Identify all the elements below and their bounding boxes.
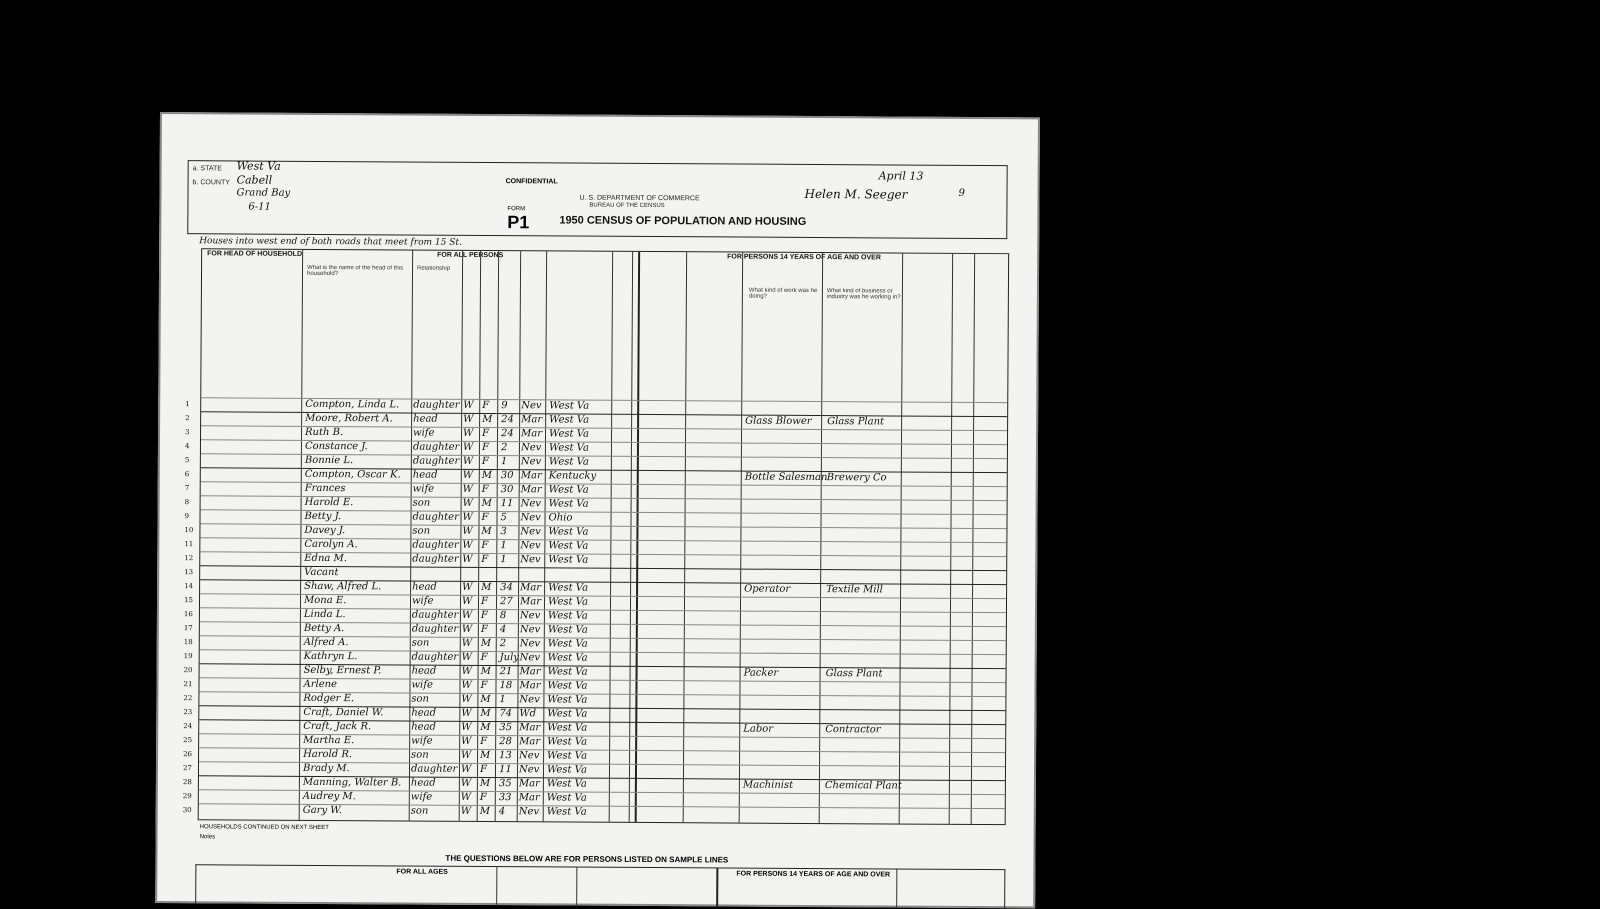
age: 34 (500, 582, 513, 594)
race: W (461, 637, 473, 649)
age: 30 (500, 470, 514, 482)
relationship: head (411, 721, 437, 733)
sex: M (480, 707, 491, 720)
age: 4 (499, 624, 507, 636)
row-number: 5 (184, 456, 190, 465)
person-name: Moore, Robert A. (305, 412, 393, 425)
birthplace: West Va (547, 596, 589, 608)
row-number: 4 (184, 442, 190, 451)
relationship: daughter (412, 553, 459, 565)
person-name: Craft, Jack R. (303, 720, 372, 733)
section-all-persons: FOR ALL PERSONS (437, 251, 504, 260)
sample-lines-title: THE QUESTIONS BELOW ARE FOR PERSONS LISTED ON SAMPLE LINES (445, 853, 729, 865)
race: W (462, 553, 473, 565)
person-name: Harold R. (303, 748, 353, 761)
age: 2 (499, 638, 507, 650)
sex: M (482, 413, 493, 426)
marital-status: Nev (519, 624, 541, 636)
race: W (462, 581, 473, 593)
occupation: Packer (743, 667, 779, 679)
birthplace: West Va (549, 428, 590, 440)
marital-status: Nev (519, 694, 540, 706)
race: W (461, 707, 472, 719)
industry: Chemical Plant (824, 780, 902, 792)
occupation: Glass Blower (745, 415, 812, 427)
marital-status: Nev (520, 526, 541, 538)
person-name: Audrey M. (302, 790, 356, 803)
birthplace: West Va (548, 456, 589, 468)
age: July (499, 652, 520, 664)
relationship: wife (413, 427, 435, 439)
marital-status: Nev (519, 610, 541, 622)
relationship: daughter (410, 763, 458, 775)
age: 1 (500, 554, 507, 566)
sex: F (482, 399, 490, 412)
person-name: Gary W. (302, 804, 343, 817)
row-number: 18 (183, 638, 193, 647)
row-number: 24 (183, 722, 193, 731)
birthplace: West Va (547, 666, 588, 678)
relationship: head (411, 665, 437, 677)
race: W (462, 483, 474, 495)
row-number: 13 (184, 568, 194, 577)
race: W (461, 749, 472, 761)
person-name: Constance J. (304, 440, 368, 453)
birthplace: West Va (547, 722, 588, 734)
race: W (461, 721, 472, 733)
occupation: Labor (743, 723, 774, 735)
relationship: daughter (412, 441, 460, 453)
age: 24 (501, 414, 514, 426)
sex: M (480, 721, 491, 734)
row-number: 28 (182, 778, 192, 787)
race: W (461, 623, 473, 635)
person-name: Betty J. (304, 510, 342, 523)
census-rows (182, 397, 1008, 822)
birthplace: Ohio (548, 512, 573, 524)
birthplace: West Va (549, 400, 590, 412)
row-number: 3 (185, 428, 190, 437)
sex: F (480, 735, 488, 748)
date-value: April 13 (878, 169, 924, 183)
row-number: 25 (183, 736, 193, 745)
marital-status: Mar (520, 470, 542, 482)
row-number: 17 (183, 624, 193, 633)
marital-status: Wd (519, 708, 537, 720)
person-name: Alfred A. (303, 636, 349, 649)
sex: M (479, 777, 491, 790)
sex: M (480, 749, 491, 762)
age: 8 (499, 610, 507, 622)
row-number: 26 (183, 750, 193, 759)
form-code: P1 (507, 212, 530, 233)
name-column-header: What is the name of the head of this household? (306, 264, 404, 278)
relationship: daughter (413, 399, 460, 411)
person-name: Compton, Oscar K. (304, 468, 401, 481)
marital-status: Nev (520, 540, 541, 552)
enumerator-value: Helen M. Seeger (804, 186, 908, 202)
person-name: Ruth B. (305, 426, 344, 439)
relationship: head (412, 469, 438, 481)
person-name: Harold E. (304, 496, 354, 509)
age: 13 (499, 750, 512, 762)
birthplace: West Va (548, 526, 589, 538)
row-number: 30 (182, 806, 192, 815)
person-name: Selby, Ernest P. (303, 664, 382, 677)
row-number: 22 (183, 694, 193, 703)
age: 33 (498, 792, 512, 804)
race: W (460, 763, 472, 775)
age: 4 (498, 806, 506, 818)
sex: M (480, 637, 492, 650)
sheet-number-value: 9 (958, 187, 965, 199)
relationship: wife (411, 735, 433, 747)
age: 1 (500, 456, 508, 468)
marital-status: Mar (519, 596, 542, 608)
person-name: Linda L. (303, 608, 346, 621)
county-value: Cabell (236, 173, 273, 187)
age: 11 (498, 764, 512, 776)
industry: Textile Mill (826, 584, 883, 596)
form-label: FORM (507, 206, 526, 213)
relationship: wife (411, 595, 434, 607)
person-name: Vacant (304, 566, 339, 579)
sex: F (481, 553, 489, 566)
relationship: son (412, 497, 431, 509)
marital-status: Nev (519, 638, 541, 650)
marital-status: Nev (518, 806, 540, 818)
sex: M (479, 805, 491, 818)
sex: F (481, 483, 489, 496)
relationship: wife (411, 679, 433, 691)
person-name: Craft, Daniel W. (303, 706, 384, 719)
person-name: Shaw, Alfred L. (304, 580, 382, 593)
race: W (460, 777, 472, 789)
birthplace: Kentucky (548, 470, 597, 482)
sex: F (481, 455, 489, 468)
person-name: Mona E. (303, 594, 347, 607)
race: W (461, 595, 473, 607)
row-number: 23 (183, 708, 193, 717)
birthplace: West Va (548, 540, 589, 552)
relationship: daughter (411, 609, 459, 621)
age: 35 (498, 778, 512, 790)
birthplace: West Va (547, 624, 588, 636)
bottom-over-14: FOR PERSONS 14 YEARS OF AGE AND OVER (736, 870, 891, 879)
state-value: West Va (236, 159, 281, 173)
relationship: son (412, 525, 431, 537)
relationship: daughter (411, 651, 459, 663)
marital-status: Nev (519, 750, 540, 762)
section-head-of-household: FOR HEAD OF HOUSEHOLD (207, 250, 303, 258)
person-name: Compton, Linda L. (305, 398, 400, 411)
birthplace: West Va (546, 778, 587, 790)
marital-status: Mar (519, 666, 541, 678)
race: W (460, 805, 472, 817)
age: 3 (500, 526, 507, 538)
relationship: son (410, 805, 429, 817)
birthplace: West Va (548, 582, 589, 594)
header-note: Houses into west end of both roads that meet from 15 St. (199, 236, 462, 248)
marital-status: Mar (521, 428, 543, 440)
birthplace: West Va (549, 414, 590, 426)
occupation: Bottle Salesman (744, 471, 828, 484)
age: 35 (499, 722, 513, 734)
row-number: 12 (184, 554, 194, 563)
person-name: Betty A. (303, 622, 345, 635)
race: W (461, 735, 472, 747)
marital-status: Mar (518, 778, 540, 790)
race: W (462, 511, 473, 523)
person-name: Kathryn L. (303, 650, 358, 663)
relationship: daughter (412, 455, 460, 467)
age: 5 (500, 512, 507, 524)
bottom-all-ages: FOR ALL AGES (396, 868, 448, 876)
relationship: head (413, 413, 438, 425)
sex: M (481, 469, 493, 482)
person-name: Davey J. (304, 524, 346, 537)
race: W (462, 441, 474, 453)
marital-status: Nev (520, 498, 541, 510)
sex: F (480, 609, 488, 622)
relationship: head (411, 707, 437, 719)
row-number: 19 (183, 652, 193, 661)
birthplace: West Va (547, 750, 588, 762)
occupation-column-header: What kind of work was he doing? (748, 287, 818, 300)
sex: M (481, 581, 492, 594)
race: W (462, 469, 474, 481)
person-name: Martha E. (303, 734, 355, 747)
sex: M (481, 525, 492, 538)
race: W (461, 693, 472, 705)
marital-status: Mar (519, 680, 541, 692)
bureau-label: BUREAU OF THE CENSUS (589, 202, 665, 210)
marital-status: Nev (520, 512, 541, 524)
row-number: 27 (182, 764, 192, 773)
row-number: 15 (183, 596, 193, 605)
sex: F (480, 651, 488, 664)
race: W (461, 609, 473, 621)
marital-status: Nev (521, 400, 542, 412)
census-grid (182, 248, 1009, 825)
person-name: Rodger E. (303, 692, 355, 705)
row-number: 1 (185, 400, 190, 409)
sex: M (481, 497, 492, 510)
occupation: Operator (744, 583, 791, 595)
footer-note: HOUSEHOLDS CONTINUED ON NEXT SHEET (199, 824, 329, 832)
sex: F (480, 623, 488, 636)
age: 18 (499, 680, 513, 692)
person-name: Frances (304, 482, 346, 495)
marital-status: Nev (520, 554, 541, 566)
relationship: daughter (412, 539, 459, 551)
sex: F (481, 441, 489, 454)
marital-status: Mar (521, 414, 543, 426)
race: W (463, 427, 474, 439)
race: W (461, 665, 472, 677)
marital-status: Nev (520, 442, 542, 454)
age: 1 (499, 694, 506, 706)
relationship: head (412, 581, 437, 593)
birthplace: West Va (548, 498, 589, 510)
birthplace: West Va (548, 484, 589, 496)
age: 27 (499, 596, 513, 608)
sex: F (479, 791, 487, 804)
birthplace: West Va (547, 736, 588, 748)
birthplace: West Va (546, 764, 588, 776)
relationship: daughter (412, 511, 459, 523)
row-number: 8 (184, 498, 190, 507)
person-name: Manning, Walter B. (302, 776, 402, 789)
race: W (462, 497, 473, 509)
marital-status: Nev (520, 456, 542, 468)
row-number: 2 (185, 414, 190, 423)
birthplace: West Va (547, 638, 588, 650)
race: W (461, 651, 472, 663)
row-number: 9 (184, 512, 190, 521)
sex: F (480, 679, 488, 692)
state-field: a. STATE (192, 165, 222, 173)
relationship: head (410, 777, 436, 789)
row-number: 29 (182, 792, 192, 801)
race: W (463, 413, 474, 425)
sex: F (481, 539, 489, 552)
sex: F (479, 763, 487, 776)
race: W (462, 539, 473, 551)
row-number: 16 (183, 610, 193, 619)
sex: F (481, 511, 489, 524)
age: 28 (499, 736, 512, 748)
age: 21 (499, 666, 513, 678)
race: W (462, 525, 473, 537)
person-name: Brady M. (302, 762, 350, 775)
county-field: b. COUNTY (192, 179, 230, 187)
person-name: Arlene (303, 678, 338, 691)
sex: F (480, 595, 489, 608)
row-number: 11 (184, 540, 194, 549)
relationship: wife (410, 791, 433, 803)
industry: Glass Plant (827, 416, 885, 428)
industry: Brewery Co (826, 472, 887, 484)
sex: M (480, 693, 491, 706)
relationship: wife (412, 483, 435, 495)
sex: F (482, 427, 490, 440)
age: 74 (499, 708, 513, 720)
row-number: 20 (183, 666, 193, 675)
row-number: 10 (184, 526, 194, 535)
marital-status: Mar (520, 582, 542, 594)
relationship: son (411, 749, 429, 761)
age: 2 (500, 442, 508, 454)
marital-status: Nev (518, 764, 540, 776)
industry: Contractor (825, 724, 881, 736)
relationship-column-header: Relationship (417, 265, 451, 272)
confidential-label: CONFIDENTIAL (505, 178, 558, 186)
age: 30 (500, 484, 514, 496)
marital-status: Nev (519, 652, 541, 664)
birthplace: West Va (547, 694, 588, 706)
race: W (463, 399, 474, 411)
birthplace: West Va (547, 708, 588, 720)
birthplace: West Va (547, 680, 588, 692)
department-label: U. S. DEPARTMENT OF COMMERCE (579, 194, 700, 203)
section-over-14: FOR PERSONS 14 YEARS OF AGE AND OVER (727, 253, 881, 262)
birthplace: West Va (547, 610, 588, 622)
birthplace: West Va (548, 442, 589, 454)
marital-status: Mar (520, 484, 542, 496)
census-sheet (155, 112, 1040, 908)
ed-number-value: 6-11 (248, 201, 271, 213)
industry: Glass Plant (825, 668, 883, 680)
race: W (462, 455, 474, 467)
census-title: 1950 CENSUS OF POPULATION AND HOUSING (559, 214, 807, 228)
district-value: Grand Bay (236, 187, 291, 199)
industry-column-header: What kind of business or industry was he working in? (826, 288, 901, 301)
age: 1 (500, 540, 507, 552)
person-name: Carolyn A. (304, 538, 358, 551)
birthplace: West Va (546, 806, 587, 818)
age: 24 (501, 428, 514, 440)
race: W (460, 791, 472, 803)
marital-status: Mar (518, 792, 540, 804)
row-number: 7 (184, 484, 190, 493)
sex: M (480, 665, 491, 678)
relationship: daughter (411, 623, 459, 635)
notes-label: Notes (199, 834, 216, 841)
age: 9 (501, 400, 508, 412)
marital-status: Mar (519, 736, 541, 748)
row-number: 6 (184, 470, 190, 479)
birthplace: West Va (548, 554, 589, 566)
person-name: Edna M. (304, 552, 348, 565)
race: W (461, 679, 472, 691)
birthplace: West Va (546, 792, 587, 804)
person-name: Bonnie L. (304, 454, 354, 467)
birthplace: West Va (547, 652, 588, 664)
row-number: 21 (183, 680, 193, 689)
sample-lines-grid (195, 864, 1005, 909)
relationship: son (411, 637, 430, 649)
row-number: 14 (184, 582, 194, 591)
age: 11 (500, 498, 514, 510)
relationship: son (411, 693, 430, 705)
occupation: Machinist (742, 779, 794, 791)
marital-status: Mar (519, 722, 541, 734)
